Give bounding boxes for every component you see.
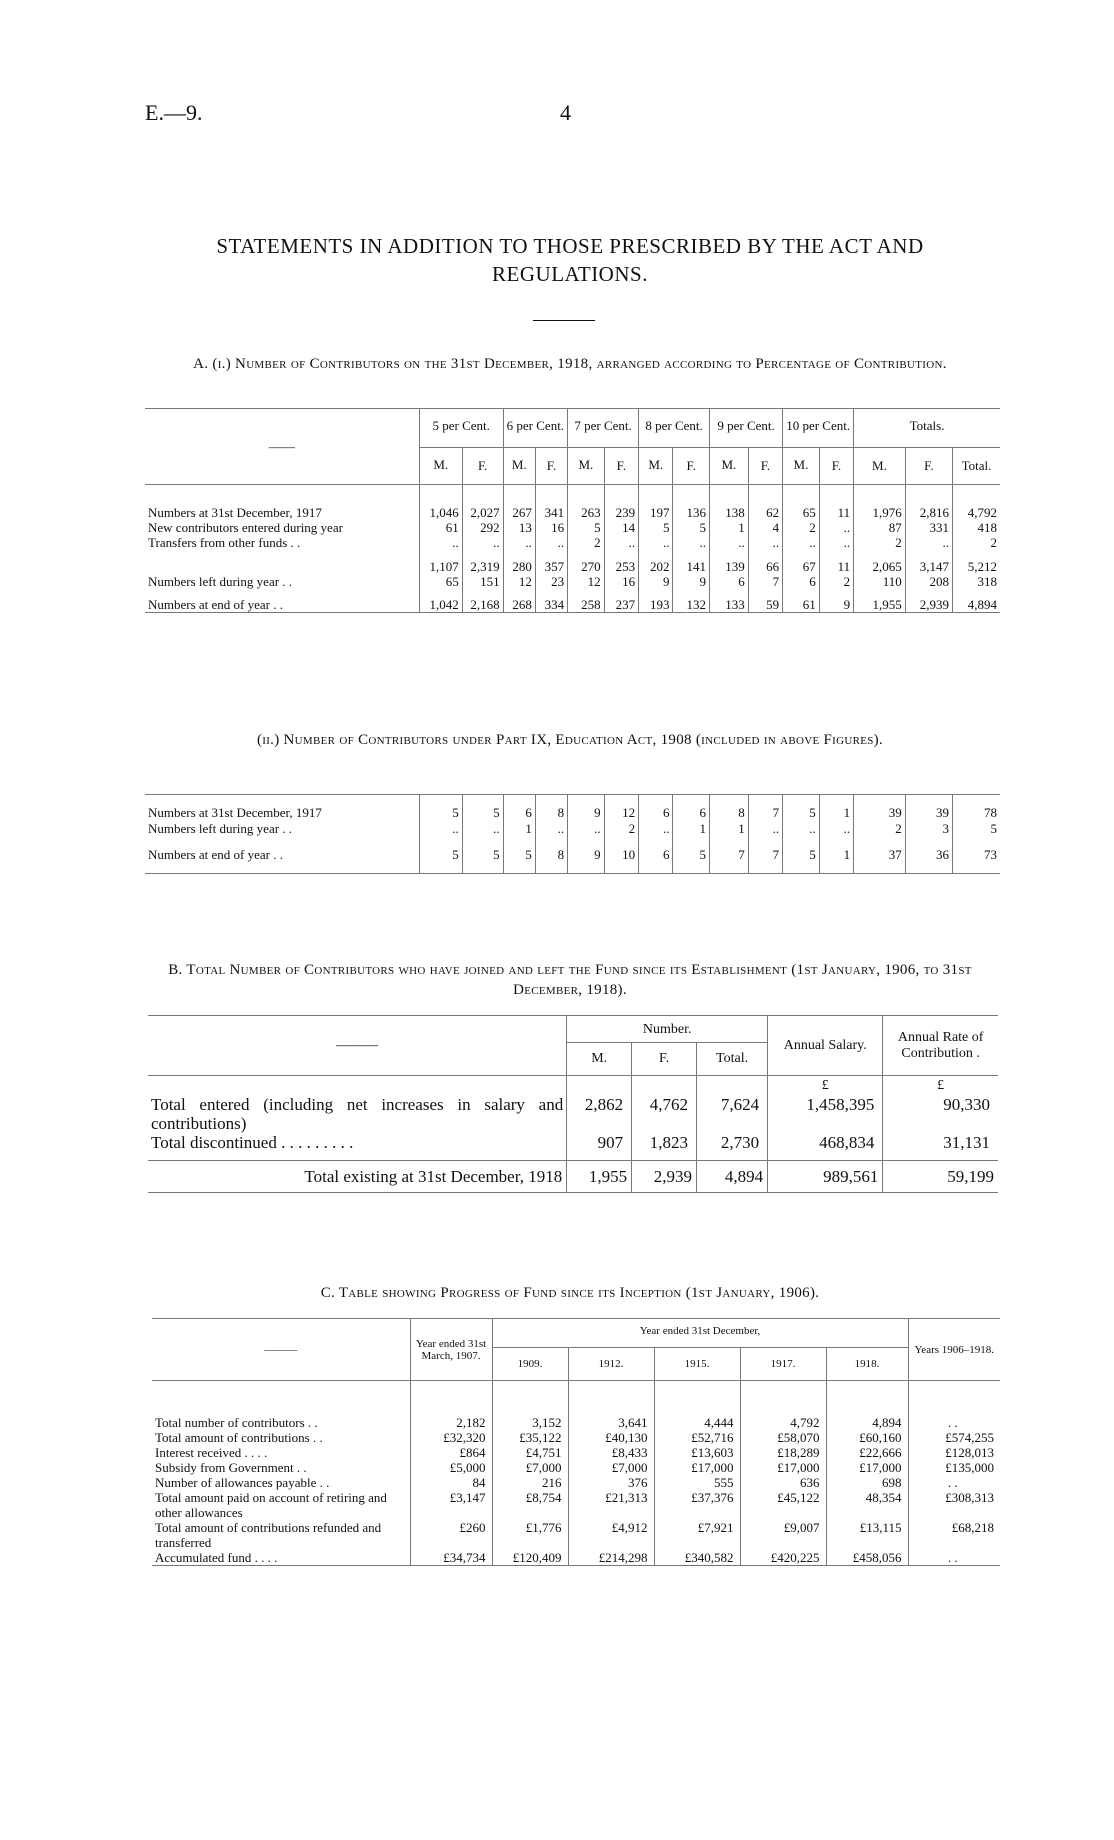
a-group-header: Totals.: [909, 418, 945, 433]
table-cell: 5: [990, 821, 997, 836]
table-cell: 6: [783, 574, 820, 589]
table-cell: 2,168: [462, 589, 503, 613]
table-a-contributors: [145, 408, 1000, 613]
table-row: [145, 589, 1000, 613]
table-cell: 2,862: [567, 1095, 632, 1133]
table-cell: 12: [503, 574, 535, 589]
table-cell: 6: [710, 574, 749, 589]
table-cell: 239: [604, 485, 638, 521]
c-year-header: 1915.: [654, 1348, 740, 1381]
table-cell: ..: [819, 520, 853, 535]
row-label: Subsidy from Government . .: [152, 1460, 410, 1475]
table-cell: 1,976: [854, 485, 906, 521]
table-cell: 5: [673, 520, 710, 535]
row-label: Numbers at 31st December, 1917: [145, 485, 419, 521]
a-group-header: 9 per Cent.: [710, 409, 783, 448]
table-cell: 61: [419, 520, 462, 535]
table-cell: 4,894: [826, 1381, 908, 1431]
table-cell: 698: [826, 1475, 908, 1490]
table-cell: ..: [604, 535, 638, 550]
a-m-header: M.: [639, 448, 673, 485]
table-a2-contributors: [145, 794, 1000, 874]
table-cell: ..: [462, 821, 503, 837]
table-row: [145, 535, 1000, 550]
table-cell: 7: [710, 837, 749, 874]
c-year-header: 1912.: [568, 1348, 654, 1381]
table-cell: 4,792: [967, 505, 997, 520]
table-cell: ..: [710, 535, 749, 550]
table-cell: 5: [783, 837, 820, 874]
table-cell: 62: [748, 485, 782, 521]
table-cell: 13: [503, 520, 535, 535]
table-cell: 65: [783, 485, 820, 521]
table-cell: 270: [568, 550, 605, 574]
b-total-header: Total.: [697, 1043, 768, 1076]
a-f-header: F.: [535, 448, 567, 485]
table-cell: 133: [710, 589, 749, 613]
table-cell: 8: [710, 795, 749, 822]
c-year-header: 1909.: [492, 1348, 568, 1381]
table-cell: ..: [503, 535, 535, 550]
table-cell: £37,376: [654, 1490, 740, 1520]
table-cell: £35,122: [492, 1430, 568, 1445]
table-cell: £135,000: [945, 1460, 994, 1475]
b-salary-header: Annual Salary.: [768, 1016, 883, 1076]
table-cell: 237: [604, 589, 638, 613]
table-cell: 3,641: [568, 1381, 654, 1431]
row-label: Total discontinued . . . . . . . . .: [148, 1133, 567, 1161]
table-row: [145, 520, 1000, 535]
table-cell: 2: [568, 535, 605, 550]
table-cell: 5: [419, 837, 462, 874]
table-cell: ..: [748, 535, 782, 550]
section-c-title: C. Table showing Progress of Fund since its Inception (1st January, 1906).: [320, 1285, 820, 1301]
table-cell: £340,582: [654, 1550, 740, 1566]
table-cell: 65: [419, 574, 462, 589]
table-cell: 10: [604, 837, 638, 874]
row-label: Interest received . . . .: [152, 1445, 410, 1460]
table-row: [152, 1445, 1000, 1460]
c-year-header: 1918.: [826, 1348, 908, 1381]
table-cell: ..: [819, 535, 853, 550]
c-group-header: Year ended 31st December,: [492, 1319, 908, 1348]
b-f-header: F.: [632, 1043, 697, 1076]
table-cell: 151: [462, 574, 503, 589]
table-cell: 267: [503, 485, 535, 521]
table-cell: 6: [639, 837, 673, 874]
section-b-title: B. Total Number of Contributors who have joined and left the Fund since its Establishment (1st January, 1906, to 31st December, 1918).: [168, 962, 972, 998]
table-cell: 2,939: [905, 589, 952, 613]
b-m-header: M.: [567, 1043, 632, 1076]
table-cell: 1: [503, 821, 535, 837]
table-cell: 9: [568, 795, 605, 822]
table-cell: 2: [819, 574, 853, 589]
table-b-joined-left: [148, 1015, 998, 1193]
table-cell: 2,816: [905, 485, 952, 521]
table-cell: 4,444: [654, 1381, 740, 1431]
a-m-header: M.: [710, 448, 749, 485]
table-cell: 87: [854, 520, 906, 535]
a-m-header: M.: [568, 448, 605, 485]
main-title: STATEMENTS IN ADDITION TO THOSE PRESCRIBED BY THE ACT AND REGULATIONS.: [216, 234, 924, 286]
table-cell: 138: [710, 485, 749, 521]
table-cell: 7: [748, 837, 782, 874]
c-first-header: Year ended 31st March, 1907.: [410, 1319, 492, 1381]
table-cell: £8,433: [568, 1445, 654, 1460]
table-cell: 1: [710, 520, 749, 535]
a-group-header: 10 per Cent.: [783, 409, 854, 448]
table-row: [152, 1520, 1000, 1550]
table-cell: £17,000: [654, 1460, 740, 1475]
table-cell: 12: [604, 795, 638, 822]
a-f-header: F.: [905, 448, 952, 485]
row-label: Transfers from other funds . .: [145, 535, 419, 550]
table-row: [148, 1161, 998, 1193]
table-cell: 4,792: [740, 1381, 826, 1431]
row-label: Numbers left during year . .: [145, 574, 419, 589]
table-row: [145, 821, 1000, 837]
table-cell: £52,716: [654, 1430, 740, 1445]
row-label: Numbers at end of year . .: [145, 837, 419, 874]
a-total-header: Total.: [961, 458, 992, 473]
table-cell: ..: [639, 821, 673, 837]
table-cell: £40,130: [568, 1430, 654, 1445]
table-cell: £574,255: [945, 1430, 994, 1445]
table-cell: 37: [854, 837, 906, 874]
table-cell: £5,000: [410, 1460, 492, 1475]
table-cell: £13,603: [654, 1445, 740, 1460]
table-cell: 2,182: [410, 1381, 492, 1431]
table-cell: 5: [419, 795, 462, 822]
table-cell: 12: [568, 574, 605, 589]
table-cell: 136: [673, 485, 710, 521]
table-cell: 6: [673, 795, 710, 822]
table-cell: 268: [503, 589, 535, 613]
table-cell: £308,313: [945, 1490, 994, 1505]
table-cell: 67: [783, 550, 820, 574]
table-cell: 8: [535, 795, 567, 822]
table-cell: 3,152: [492, 1381, 568, 1431]
table-cell: 357: [535, 550, 567, 574]
table-cell: 9: [639, 574, 673, 589]
table-cell: 1: [673, 821, 710, 837]
table-cell: 90,330: [943, 1095, 990, 1114]
a-group-header: 8 per Cent.: [639, 409, 710, 448]
table-cell: 3: [905, 821, 952, 837]
table-cell: 6: [503, 795, 535, 822]
table-cell: £3,147: [410, 1490, 492, 1520]
row-label: [145, 550, 419, 574]
table-row: [152, 1475, 1000, 1490]
table-cell: 2,027: [462, 485, 503, 521]
row-label: Numbers at end of year . .: [145, 589, 419, 613]
row-label: Total amount of contributions . .: [152, 1430, 410, 1445]
table-cell: 2,730: [697, 1133, 768, 1161]
a-m-header: M.: [419, 448, 462, 485]
row-label: Numbers left during year . .: [145, 821, 419, 837]
table-cell: 11: [819, 550, 853, 574]
table-cell: £17,000: [826, 1460, 908, 1475]
report-code: E.—9.: [145, 100, 203, 125]
table-cell: 59: [748, 589, 782, 613]
table-cell: 3,147: [905, 550, 952, 574]
row-label: Total number of contributors . .: [152, 1381, 410, 1431]
a-f-header: F.: [673, 448, 710, 485]
table-cell: 263: [568, 485, 605, 521]
table-cell: ..: [568, 821, 605, 837]
table-cell: £420,225: [740, 1550, 826, 1566]
table-cell: 334: [535, 589, 567, 613]
table-row: [145, 550, 1000, 574]
table-cell: 280: [503, 550, 535, 574]
table-cell: 139: [710, 550, 749, 574]
table-cell: £7,921: [654, 1520, 740, 1550]
table-cell: £4,751: [492, 1445, 568, 1460]
table-cell: 2: [783, 520, 820, 535]
table-cell: £17,000: [740, 1460, 826, 1475]
table-cell: 1: [710, 821, 749, 837]
table-cell: ..: [639, 535, 673, 550]
table-cell: 7: [748, 574, 782, 589]
table-cell: 4,762: [632, 1095, 697, 1133]
table-cell: 197: [639, 485, 673, 521]
table-cell: £260: [410, 1520, 492, 1550]
table-row: [145, 574, 1000, 589]
table-cell: 216: [492, 1475, 568, 1490]
table-cell: 1,955: [854, 589, 906, 613]
table-cell: £21,313: [568, 1490, 654, 1520]
a-dash: ——: [145, 409, 419, 485]
table-row: [145, 837, 1000, 874]
table-cell: ..: [783, 821, 820, 837]
table-cell: 16: [604, 574, 638, 589]
row-label: Numbers at 31st December, 1917: [145, 795, 419, 822]
table-cell: 5: [673, 837, 710, 874]
table-cell: 1,458,395: [768, 1095, 883, 1133]
a-f-header: F.: [748, 448, 782, 485]
table-cell: £18,289: [740, 1445, 826, 1460]
a-group-header: 6 per Cent.: [503, 409, 568, 448]
table-cell: 141: [673, 550, 710, 574]
table-cell: 5: [503, 837, 535, 874]
table-cell: £7,000: [568, 1460, 654, 1475]
a-m-header: M.: [503, 448, 535, 485]
table-cell: £45,122: [740, 1490, 826, 1520]
a-m-header: M.: [783, 448, 820, 485]
table-row: [152, 1381, 1000, 1431]
table-c-progress: [152, 1318, 1000, 1566]
table-cell: 61: [783, 589, 820, 613]
table-cell: 23: [535, 574, 567, 589]
table-cell: 31,131: [943, 1133, 990, 1152]
table-cell: ..: [819, 821, 853, 837]
table-cell: 1: [819, 837, 853, 874]
table-cell: 4: [748, 520, 782, 535]
table-cell: £9,007: [740, 1520, 826, 1550]
table-row: [152, 1430, 1000, 1445]
table-cell: £7,000: [492, 1460, 568, 1475]
c-year-header: 1917.: [740, 1348, 826, 1381]
table-row: [145, 795, 1000, 822]
table-cell: 989,561: [768, 1161, 883, 1193]
a-f-header: F.: [462, 448, 503, 485]
table-cell: £58,070: [740, 1430, 826, 1445]
row-label: New contributors entered during year: [145, 520, 419, 535]
table-cell: ..: [419, 821, 462, 837]
row-label: Total amount of contributions refunded and transferred: [152, 1520, 410, 1550]
table-cell: 1,107: [419, 550, 462, 574]
b-dash: ———: [148, 1016, 567, 1076]
table-cell: 59,199: [947, 1167, 994, 1186]
table-cell: 208: [905, 574, 952, 589]
table-cell: £34,734: [410, 1550, 492, 1566]
table-cell: 292: [462, 520, 503, 535]
table-cell: 258: [568, 589, 605, 613]
table-cell: 8: [535, 837, 567, 874]
table-cell: 14: [604, 520, 638, 535]
table-cell: 1: [819, 795, 853, 822]
table-cell: 6: [639, 795, 673, 822]
table-cell: 9: [568, 837, 605, 874]
table-cell: 5: [639, 520, 673, 535]
table-cell: 1,823: [632, 1133, 697, 1161]
c-last-header: Years 1906–1918.: [914, 1343, 995, 1356]
table-cell: 5: [462, 795, 503, 822]
row-label: Total existing at 31st December, 1918: [148, 1161, 567, 1193]
table-cell: £864: [410, 1445, 492, 1460]
b-pound-salary: £: [768, 1076, 883, 1096]
table-cell: £22,666: [826, 1445, 908, 1460]
row-label: Total amount paid on account of retiring and other allowances: [152, 1490, 410, 1520]
table-cell: 36: [905, 837, 952, 874]
table-cell: 5: [783, 795, 820, 822]
table-cell: £4,912: [568, 1520, 654, 1550]
table-cell: ..: [535, 821, 567, 837]
table-cell: 9: [673, 574, 710, 589]
b-number-header: Number.: [567, 1016, 768, 1043]
table-cell: £128,013: [945, 1445, 994, 1460]
a-group-header: 5 per Cent.: [419, 409, 503, 448]
table-cell: 331: [905, 520, 952, 535]
table-cell: £13,115: [826, 1520, 908, 1550]
section-a2-title: (ii.) Number of Contributors under Part IX, Education Act, 1908 (included in above Figures).: [256, 732, 884, 748]
table-cell: ..: [535, 535, 567, 550]
table-cell: 5: [568, 520, 605, 535]
table-cell: 4,894: [967, 597, 997, 612]
table-row: [148, 1095, 998, 1133]
table-cell: . .: [947, 1415, 958, 1430]
table-cell: 2: [854, 535, 906, 550]
table-cell: 132: [673, 589, 710, 613]
table-cell: 636: [740, 1475, 826, 1490]
table-cell: 39: [854, 795, 906, 822]
table-cell: 2: [854, 821, 906, 837]
table-cell: £1,776: [492, 1520, 568, 1550]
row-label: Total entered (including net increases in salary and contributions): [148, 1095, 567, 1133]
table-cell: 418: [977, 520, 997, 535]
table-cell: 2: [604, 821, 638, 837]
table-cell: £458,056: [826, 1550, 908, 1566]
table-cell: 253: [604, 550, 638, 574]
table-cell: 376: [568, 1475, 654, 1490]
table-row: [152, 1550, 1000, 1566]
table-cell: 2,065: [854, 550, 906, 574]
table-cell: 7,624: [697, 1095, 768, 1133]
table-cell: £32,320: [410, 1430, 492, 1445]
table-cell: £60,160: [826, 1430, 908, 1445]
table-cell: £120,409: [492, 1550, 568, 1566]
table-row: [152, 1490, 1000, 1520]
table-cell: ..: [748, 821, 782, 837]
table-row: [152, 1460, 1000, 1475]
table-cell: 193: [639, 589, 673, 613]
table-cell: 5: [462, 837, 503, 874]
table-cell: 2,939: [632, 1161, 697, 1193]
c-dash: ———: [152, 1319, 410, 1381]
table-cell: 1,955: [567, 1161, 632, 1193]
a-group-header: 7 per Cent.: [568, 409, 639, 448]
title-rule: [533, 320, 595, 321]
table-cell: 1,046: [419, 485, 462, 521]
table-cell: £8,754: [492, 1490, 568, 1520]
table-cell: 468,834: [768, 1133, 883, 1161]
table-cell: 11: [819, 485, 853, 521]
table-cell: 2,319: [462, 550, 503, 574]
table-cell: 7: [748, 795, 782, 822]
table-cell: ..: [462, 535, 503, 550]
table-cell: . .: [947, 1475, 958, 1490]
table-cell: 2: [990, 535, 997, 550]
table-row: [148, 1133, 998, 1161]
a-m-header: M.: [854, 448, 906, 485]
b-pound-rate: £: [937, 1078, 945, 1093]
table-cell: 66: [748, 550, 782, 574]
table-cell: 907: [567, 1133, 632, 1161]
table-cell: 202: [639, 550, 673, 574]
table-cell: 4,894: [697, 1161, 768, 1193]
table-cell: 73: [984, 847, 997, 862]
table-cell: 110: [854, 574, 906, 589]
table-cell: 39: [905, 795, 952, 822]
b-rate-header: Annual Rate of Contribution .: [897, 1029, 984, 1061]
table-cell: ..: [783, 535, 820, 550]
table-row: [145, 485, 1000, 521]
table-cell: ..: [419, 535, 462, 550]
table-cell: 555: [654, 1475, 740, 1490]
section-a-title: A. (i.) Number of Contributors on the 31st December, 1918, arranged according to Percentage of Contribution.: [193, 356, 947, 372]
a-f-header: F.: [604, 448, 638, 485]
table-cell: 9: [819, 589, 853, 613]
row-label: Accumulated fund . . . .: [152, 1550, 410, 1566]
table-cell: 318: [977, 574, 997, 589]
table-cell: 5,212: [967, 559, 997, 574]
table-cell: £214,298: [568, 1550, 654, 1566]
table-cell: 1,042: [419, 589, 462, 613]
table-cell: 78: [984, 805, 997, 820]
a-f-header: F.: [819, 448, 853, 485]
table-cell: 341: [535, 485, 567, 521]
table-cell: 48,354: [826, 1490, 908, 1520]
table-cell: 16: [535, 520, 567, 535]
row-label: Number of allowances payable . .: [152, 1475, 410, 1490]
table-cell: ..: [905, 535, 952, 550]
table-cell: £68,218: [951, 1520, 994, 1535]
table-cell: ..: [673, 535, 710, 550]
table-cell: . .: [947, 1550, 958, 1565]
table-cell: 84: [410, 1475, 492, 1490]
page-number: 4: [560, 100, 571, 125]
